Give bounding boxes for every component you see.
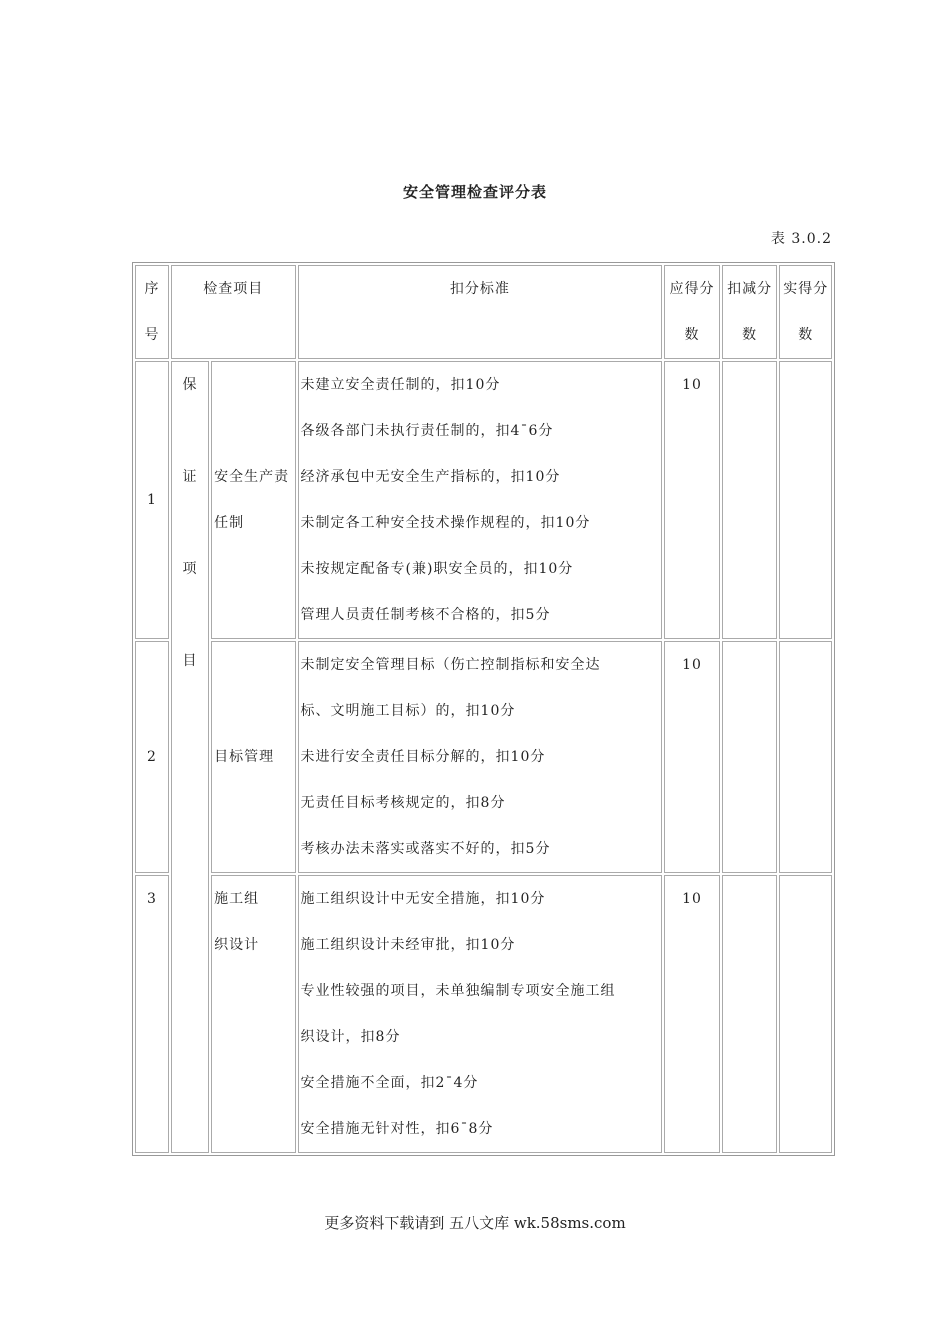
row-actual-cell [779,641,832,873]
criteria-line: 未制定各工种安全技术操作规程的，扣10分 [300,515,591,531]
criteria-line: 施工组织设计中无安全措施，扣10分 [300,891,546,907]
category-char: 项 [182,561,198,577]
header-deduct [722,265,778,359]
criteria-line: 专业性较强的项目，未单独编制专项安全施工组 [300,983,616,999]
criteria-line: 标、文明施工目标）的，扣10分 [300,703,516,719]
criteria-line: 安全措施无针对性，扣6¯8分 [300,1121,494,1137]
criteria-line: 未制定安全管理目标（伤亡控制指标和安全达 [300,657,601,673]
row-seq: 1 [135,361,169,639]
header-actual-line1: 实得分 [783,281,829,297]
table-row [135,361,832,639]
criteria-line: 未按规定配备专(兼)职安全员的，扣10分 [300,561,574,577]
table-number: 表 3.0.2 [770,231,832,247]
category-cell [171,361,209,1153]
criteria-line: 无责任目标考核规定的，扣8分 [300,795,506,811]
inspection-score-table [132,262,835,1156]
header-full-score-line1: 应得分 [669,281,715,297]
table-row [135,875,832,1153]
header-criteria: 扣分标准 [298,265,663,359]
criteria-line: 安全措施不全面，扣2¯4分 [300,1075,479,1091]
header-seq: 序号 [135,265,169,359]
row-item-line: 任制 [214,515,245,531]
footer-link-text[interactable]: 更多资料下载请到 五八文库 wk.58sms.com [324,1214,626,1232]
row-item-line: 目标管理 [214,749,275,765]
criteria-line: 经济承包中无安全生产指标的，扣10分 [300,469,561,485]
row-criteria [298,641,663,873]
row-seq: 3 [135,875,169,1153]
header-actual-line2: 数 [798,327,814,343]
page-title: 安全管理检查评分表 [402,183,547,201]
row-item-line: 织设计 [214,937,260,953]
row-item [211,641,295,873]
row-actual-cell [779,875,832,1153]
table-row [135,641,832,873]
row-full-score: 10 [664,875,720,1153]
header-full-score-line2: 数 [684,327,700,343]
row-deduct-cell [722,361,778,639]
category-char: 保 [182,377,198,393]
row-deduct-cell [722,875,778,1153]
header-deduct-line2: 数 [742,327,758,343]
row-item-line: 施工组 [214,891,260,907]
row-item [211,361,295,639]
header-actual [779,265,832,359]
criteria-line: 施工组织设计未经审批，扣10分 [300,937,516,953]
row-item [211,875,295,1153]
row-seq: 2 [135,641,169,873]
criteria-line: 各级各部门未执行责任制的，扣4¯6分 [300,423,554,439]
header-row [135,265,832,359]
header-full-score [664,265,720,359]
row-full-score: 10 [664,361,720,639]
row-criteria [298,875,663,1153]
header-deduct-line1: 扣减分 [727,281,773,297]
criteria-line: 考核办法未落实或落实不好的，扣5分 [300,841,551,857]
row-actual-cell [779,361,832,639]
criteria-line: 管理人员责任制考核不合格的，扣5分 [300,607,551,623]
row-full-score: 10 [664,641,720,873]
row-criteria [298,361,663,639]
header-item: 检查项目 [171,265,296,359]
criteria-line: 织设计，扣8分 [300,1029,401,1045]
category-char: 证 [182,469,198,485]
row-item-line: 安全生产责 [214,469,290,485]
category-char: 目 [182,653,198,669]
row-deduct-cell [722,641,778,873]
criteria-line: 未进行安全责任目标分解的，扣10分 [300,749,546,765]
criteria-line: 未建立安全责任制的，扣10分 [300,377,501,393]
